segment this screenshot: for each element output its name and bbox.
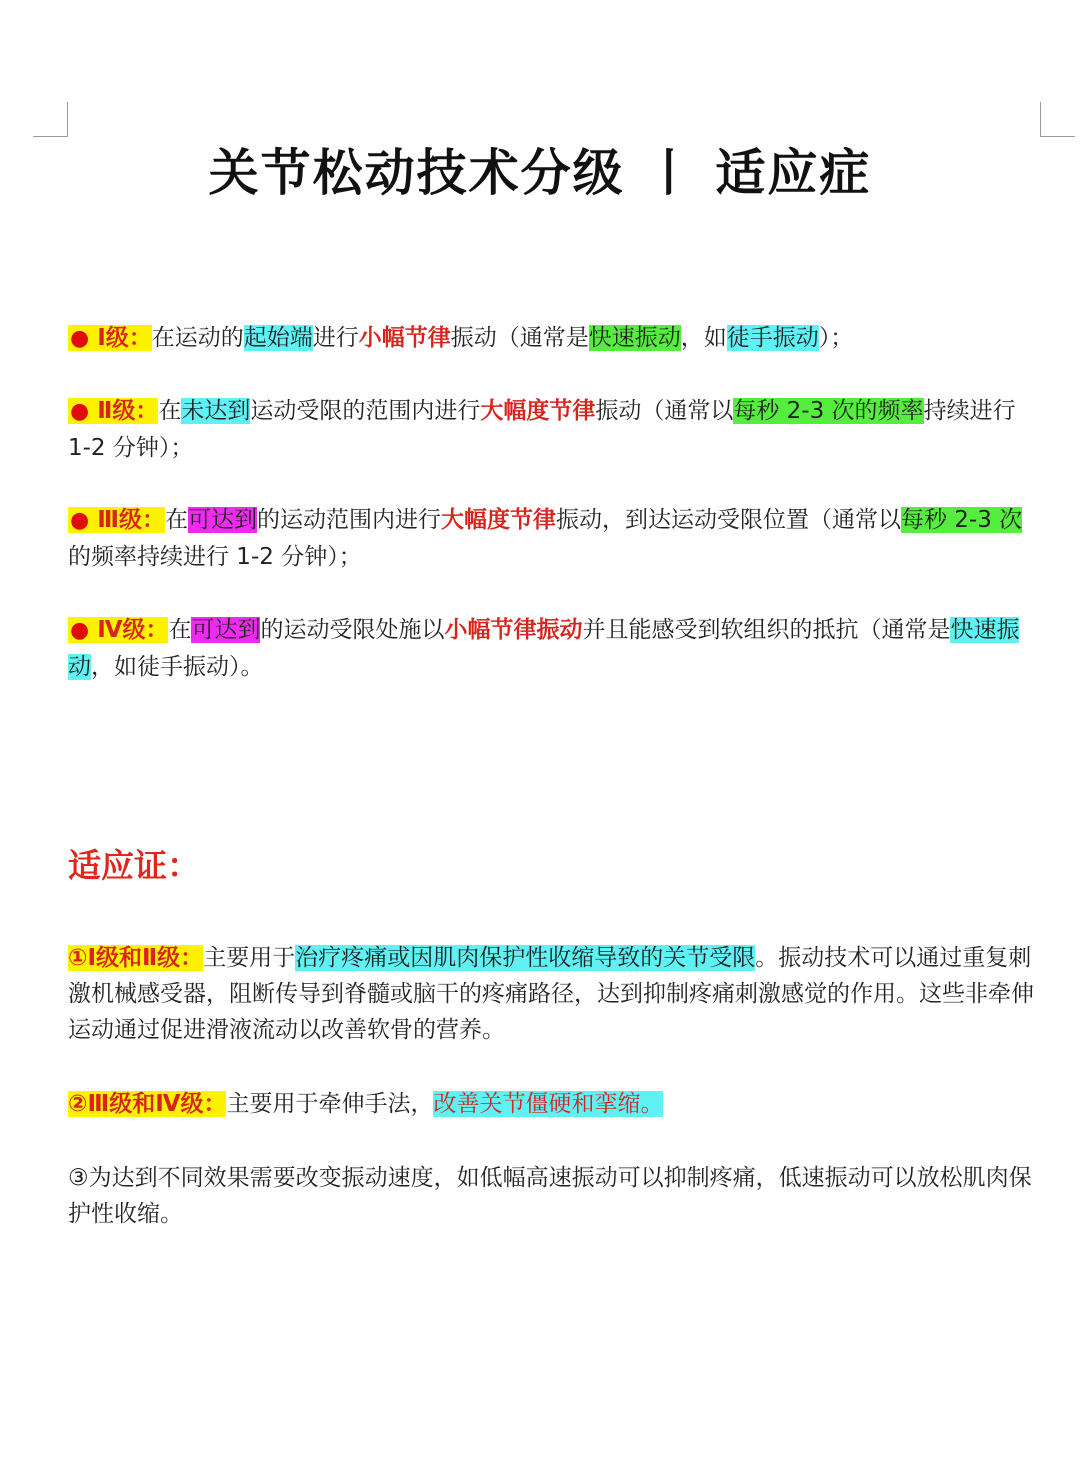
grade-2-text: 运动受限的范围内进行 (250, 398, 481, 424)
grade-4-emphasis: 小幅节律振动 (444, 617, 583, 643)
grade-4-text: 在 (168, 617, 192, 643)
indication-1-highlight: 治疗疼痛或因肌肉保护性收缩导致的关节受限 (295, 945, 756, 971)
grade-1-label: Ⅰ级： (97, 325, 152, 351)
grade-4-label: Ⅳ级： (97, 617, 169, 643)
grade-1-highlight: 快速振动 (588, 325, 681, 351)
grade-1-highlight: 徒手振动 (726, 325, 819, 351)
grade-4-text: ，如徒手振动）。 (91, 654, 264, 680)
grade-3-highlight: 每秒 2-3 次 (900, 507, 1023, 533)
grade-2-text: 持续进行 1-2 分钟）； (68, 398, 1016, 461)
grade-4-text: 并且能感受到软组织的抵抗（通常是 (582, 617, 951, 643)
grade-1-text: ）； (818, 325, 854, 351)
bullet-icon: ● (70, 508, 90, 533)
grade-1-text: 进行 (312, 325, 359, 351)
grade-4-text: 的运动受限处施以 (260, 617, 445, 643)
indication-2-highlight: 改善关节僵硬和挛缩。 (433, 1091, 664, 1117)
grade-2-paragraph (68, 393, 1040, 466)
grade-4-highlight: 可达到 (191, 617, 261, 643)
grade-2-highlight: 未达到 (181, 398, 251, 424)
grade-1-label-highlight (68, 325, 152, 351)
grade-2-label-highlight (68, 398, 158, 424)
indication-3-paragraph: ③为达到不同效果需要改变振动速度，如低幅高速振动可以抑制疼痛，低速振动可以放松肌肉保护性收缩。 (68, 1165, 1032, 1227)
grade-1-highlight: 起始端 (243, 325, 313, 351)
grade-3-paragraph (68, 502, 1040, 575)
grade-4-paragraph (68, 612, 1040, 685)
indication-1-text: 主要用于 (203, 945, 296, 971)
grade-1-text: ，如 (680, 325, 727, 351)
indication-2-paragraph (68, 1086, 1040, 1122)
grade-2-emphasis: 大幅度节律 (480, 398, 596, 424)
crop-mark-top-left (33, 102, 68, 137)
grade-3-highlight: 可达到 (187, 507, 257, 533)
indication-2-text: 主要用于牵伸手法， (226, 1091, 434, 1117)
grade-1-emphasis: 小幅节律 (358, 325, 451, 351)
grade-3-text: 振动，到达运动受限位置（通常以 (555, 507, 901, 533)
bullet-icon: ● (70, 399, 90, 424)
indication-1-text: 。振动技术可以通过重复刺激机械感受器，阻断传导到脊髓或脑干的疼痛路径，达到抑制疼痛刺激感觉的作用。这些非牵伸运动通过促进滑液流动以改善软骨的营养。 (68, 945, 1034, 1043)
grade-2-highlight: 每秒 2-3 次的频率 (733, 398, 924, 424)
grade-3-label-highlight (68, 507, 165, 533)
bullet-icon: ● (70, 326, 90, 351)
grade-1-paragraph (68, 320, 1040, 357)
grade-2-text: 振动（通常以 (595, 398, 734, 424)
page-title: 关节松动技术分级 丨 适应症 (208, 144, 872, 202)
grade-3-text: 的运动范围内进行 (256, 507, 441, 533)
indication-2-label: ②Ⅲ级和Ⅳ级： (68, 1091, 227, 1117)
indication-1-label: ①Ⅰ级和Ⅱ级： (68, 945, 204, 971)
grade-3-label: Ⅲ级： (97, 507, 165, 533)
grade-2-text: 在 (158, 398, 182, 424)
grade-3-text: 的频率持续进行 1-2 分钟）； (68, 544, 362, 570)
grade-4-highlight: 快速振动 (68, 617, 1020, 680)
crop-mark-top-right (1040, 102, 1075, 137)
grade-4-label-highlight (68, 617, 168, 643)
grade-1-text: 在运动的 (151, 325, 244, 351)
grade-2-label: Ⅱ级： (97, 398, 159, 424)
indication-1-paragraph (68, 940, 1040, 1048)
indications-heading: 适应证： (68, 846, 200, 885)
bullet-icon: ● (70, 618, 90, 643)
grade-1-text: 振动（通常是 (450, 325, 589, 351)
grade-3-emphasis: 大幅度节律 (440, 507, 556, 533)
grade-3-text: 在 (164, 507, 188, 533)
